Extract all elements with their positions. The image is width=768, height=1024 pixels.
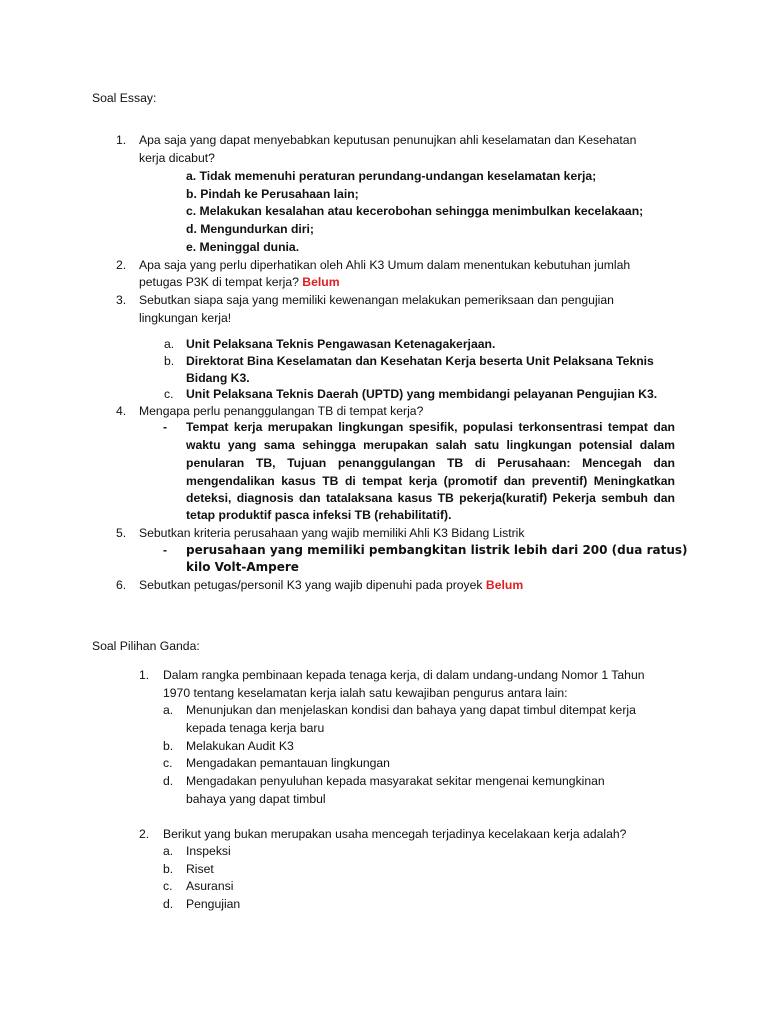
essay-q3-answer-c-letter: c. <box>164 387 174 401</box>
essay-q4-number: 4. <box>116 404 127 418</box>
essay-q1-text-line2: kerja dicabut? <box>139 151 215 165</box>
essay-q1-answer-b: b. Pindah ke Perusahaan lain; <box>186 187 359 201</box>
mc-q1-option-c: Mengadakan pemantauan lingkungan <box>186 756 390 770</box>
essay-q4-answer-line1: Tempat kerja merupakan lingkungan spesifik, populasi terkonsentrasi tempat dan <box>186 420 675 434</box>
mc-q2-option-a-letter: a. <box>163 844 174 858</box>
essay-q4-text: Mengapa perlu penanggulangan TB di tempat kerja? <box>139 404 424 418</box>
essay-q5-answer-line1: perusahaan yang memiliki pembangkitan listrik lebih dari 200 (dua ratus) <box>186 543 688 557</box>
essay-q3-text-line1: Sebutkan siapa saja yang memiliki kewenangan melakukan pemeriksaan dan pengujian <box>139 293 614 307</box>
essay-q2-text-line2-text: petugas P3K di tempat kerja? <box>139 275 299 289</box>
mc-q2-option-d-letter: d. <box>163 897 174 911</box>
mc-q2-number: 2. <box>139 827 150 841</box>
essay-q3-answer-b-line2: Bidang K3. <box>186 371 250 385</box>
essay-q6-number: 6. <box>116 578 127 592</box>
essay-q5-text: Sebutkan kriteria perusahaan yang wajib memiliki Ahli K3 Bidang Listrik <box>139 526 525 540</box>
mc-q1-option-b-letter: b. <box>163 739 174 753</box>
essay-q6-text-line <box>139 577 523 594</box>
essay-q3-answer-a: Unit Pelaksana Teknis Pengawasan Ketenagakerjaan. <box>186 337 496 351</box>
essay-q1-text-line1: Apa saja yang dapat menyebabkan keputusan penunujkan ahli keselamatan dan Kesehatan <box>139 133 637 147</box>
essay-q1-answer-e: e. Meninggal dunia. <box>186 240 300 254</box>
mc-q1-option-a-line2: kepada tenaga kerja baru <box>186 721 325 735</box>
essay-q3-answer-a-letter: a. <box>164 337 175 351</box>
mc-q2-option-c: Asuransi <box>186 879 234 893</box>
mc-q1-text-line2: 1970 tentang keselamatan kerja ialah satu kewajiban pengurus antara lain: <box>163 686 568 700</box>
essay-q4-answer-line3: penularan TB, Tujuan penanggulangan TB di Perusahaan: Mencegah dan <box>186 456 675 470</box>
essay-q1-answer-d: d. Mengundurkan diri; <box>186 222 314 236</box>
mc-q2-option-b-letter: b. <box>163 862 174 876</box>
mc-heading: Soal Pilihan Ganda: <box>92 639 200 653</box>
mc-q1-option-c-letter: c. <box>163 756 173 770</box>
essay-q3-text-line2: lingkungan kerja! <box>139 311 232 325</box>
essay-q3-answer-b-letter: b. <box>164 354 175 368</box>
essay-q2-status-badge: Belum <box>302 275 340 289</box>
mc-q2-option-d: Pengujian <box>186 897 241 911</box>
essay-q4-dash: - <box>163 420 168 434</box>
essay-q4-answer-line6: tetap produktif pasca infeksi TB (rehabilitatif). <box>186 508 452 522</box>
mc-q1-option-a-letter: a. <box>163 703 174 717</box>
essay-q4-answer-line4: mengendalikan kasus TB di tempat kerja (promotif dan preventif) Meningkatkan <box>186 474 675 488</box>
essay-heading: Soal Essay: <box>92 91 157 105</box>
essay-q5-dash: - <box>163 543 168 557</box>
essay-q2-number: 2. <box>116 258 127 272</box>
essay-q1-number: 1. <box>116 133 127 147</box>
essay-q2-text-line2 <box>139 274 340 291</box>
essay-q3-answer-c: Unit Pelaksana Teknis Daerah (UPTD) yang membidangi pelayanan Pengujian K3. <box>186 387 658 401</box>
essay-q3-answer-b-line1: Direktorat Bina Keselamatan dan Kesehatan Kerja beserta Unit Pelaksana Teknis <box>186 354 654 368</box>
essay-q5-answer-line2: kilo Volt-Ampere <box>186 560 299 574</box>
essay-q4-answer-line5: deteksi, diagnosis dan tatalaksana kasus TB pekerja(kuratif) Pekerja sembuh dan <box>186 491 675 505</box>
essay-q6-status-badge: Belum <box>485 578 524 592</box>
essay-q3-number: 3. <box>116 293 127 307</box>
mc-q1-option-a-line1: Menunjukan dan menjelaskan kondisi dan bahaya yang dapat timbul ditempat kerja <box>186 703 636 717</box>
essay-q1-answer-a: a. Tidak memenuhi peraturan perundang-undangan keselamatan kerja; <box>186 169 597 183</box>
mc-q2-option-c-letter: c. <box>163 879 173 893</box>
mc-q1-text-line1: Dalam rangka pembinaan kepada tenaga kerja, di dalam undang-undang Nomor 1 Tahun <box>163 668 645 682</box>
mc-q1-option-b: Melakukan Audit K3 <box>186 739 294 753</box>
mc-q1-option-d-letter: d. <box>163 774 174 788</box>
essay-q4-answer-line2: waktu yang sama sehingga merupakan salah satu lingkungan potensial dalam <box>186 438 675 452</box>
essay-q6-text: Sebutkan petugas/personil K3 yang wajib dipenuhi pada proyek <box>139 578 483 592</box>
essay-q5-number: 5. <box>116 526 127 540</box>
mc-q1-option-d-line2: bahaya yang dapat timbul <box>186 792 326 806</box>
mc-q1-number: 1. <box>139 668 150 682</box>
mc-q1-option-d-line1: Mengadakan penyuluhan kepada masyarakat sekitar mengenai kemungkinan <box>186 774 605 788</box>
mc-q2-text: Berikut yang bukan merupakan usaha mencegah terjadinya kecelakaan kerja adalah? <box>163 827 627 841</box>
essay-q1-answer-c: c. Melakukan kesalahan atau kecerobohan sehingga menimbulkan kecelakaan; <box>186 204 644 218</box>
mc-q2-option-b: Riset <box>186 862 214 876</box>
essay-q2-text-line1: Apa saja yang perlu diperhatikan oleh Ahli K3 Umum dalam menentukan kebutuhan jumlah <box>139 258 631 272</box>
mc-q2-option-a: Inspeksi <box>186 844 231 858</box>
